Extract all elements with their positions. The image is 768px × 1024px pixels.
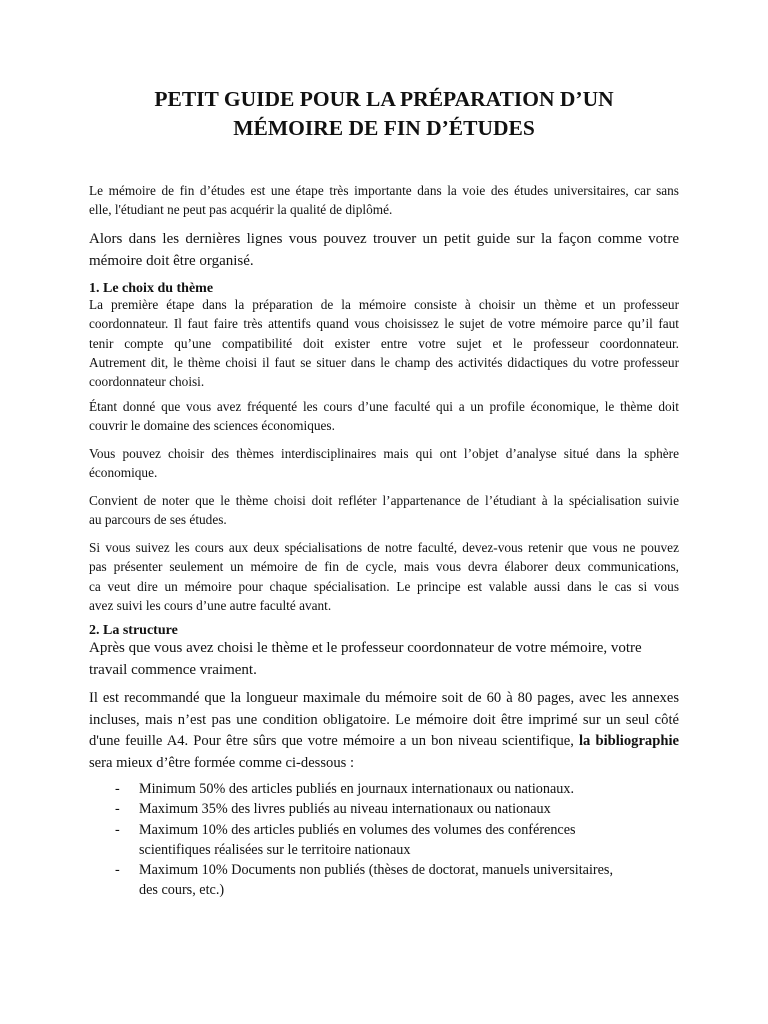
- paragraph-line: [89, 731, 679, 753]
- list-item: [115, 820, 675, 861]
- list-item-text: Maximum 35% des livres publiés au niveau internationaux ou nationaux: [139, 801, 551, 818]
- list-item-text: Maximum 10% Documents non publiés (thèses de doctorat, manuels universitaires,: [139, 862, 613, 879]
- guide-intro-line: mémoire doit être organisé.: [89, 252, 254, 269]
- list-item: [115, 779, 675, 799]
- paragraph-line: sera mieux d’être formée comme ci-dessous :: [89, 754, 355, 771]
- paragraph-line: incluses, mais n’est pas une condition obligatoire. Le mémoire doit être imprimé sur un seul côté: [89, 711, 679, 728]
- list-item-text: Minimum 50% des articles publiés en journaux internationaux ou nationaux.: [139, 781, 574, 797]
- section-2-heading: 2. La structure: [89, 623, 178, 638]
- section-1-heading: 1. Le choix du thème: [89, 281, 214, 296]
- paragraph-line: Autrement dit, le thème choisi il faut se situer dans le champ des activités didactiques du votre professeur: [89, 354, 679, 370]
- list-item: [115, 799, 675, 819]
- paragraph-line: coordonnateur. Il faut faire très attentifs quand vous choisissez le sujet de votre mémoire parce qu’il faut: [89, 316, 679, 332]
- title-line-1: PETIT GUIDE POUR LA PRÉPARATION D’UN: [154, 87, 614, 111]
- list-item-text: Maximum 10% des articles publiés en volumes des volumes des conférences: [139, 821, 576, 838]
- intro-line: Le mémoire de fin d’études est une étape très importante dans la voie des études universitaires, car sans: [89, 183, 679, 198]
- section-1-paragraph: [89, 295, 679, 391]
- paragraph-line: couvrir le domaine des sciences économiques.: [89, 418, 335, 434]
- document-title: [90, 85, 678, 143]
- dash-bullet: -: [115, 862, 120, 879]
- paragraph-line: Étant donné que vous avez fréquenté les cours d’une faculté qui a un profile économique, le thème doit: [89, 399, 679, 414]
- section-1-paragraph: [89, 538, 679, 615]
- paragraph-line: ca veut dire un mémoire pour chaque spécialisation. Le principe est valable aussi dans le cas si vous: [89, 578, 679, 594]
- bibliography-list: [115, 779, 675, 901]
- dash-bullet: -: [115, 801, 120, 818]
- guide-intro-line: Alors dans les dernières lignes vous pouvez trouver un petit guide sur la façon comme votre: [89, 231, 679, 247]
- list-item-text: scientifiques réalisées sur le territoire nationaux: [139, 841, 411, 858]
- paragraph-line: Vous pouvez choisir des thèmes interdisciplinaires mais qui ont l’objet d’analyse situé dans la sphère: [89, 446, 679, 461]
- paragraph-line: Convient de noter que le thème choisi doit refléter l’appartenance de l’étudiant à la spécialisation suivie: [89, 493, 679, 508]
- paragraph-line: Après que vous avez choisi le thème et le professeur coordonnateur de votre mémoire, votre: [89, 640, 642, 656]
- paragraph-line: travail commence vraiment.: [89, 661, 257, 678]
- paragraph-line: pas présenter seulement un mémoire de fin de cycle, mais vous devra élaborer deux communications,: [89, 559, 679, 575]
- bibliography-emphasis: la bibliographie: [579, 733, 679, 749]
- paragraph-text: d'une feuille A4. Pour être sûrs que votre mémoire a un bon niveau scientifique,: [89, 733, 579, 749]
- section-1-paragraph: [89, 444, 679, 483]
- section-1-paragraph: [89, 397, 679, 436]
- section-1-paragraph: [89, 491, 679, 530]
- paragraph-line: Si vous suivez les cours aux deux spécialisations de notre faculté, devez-vous retenir que vous ne pouvez: [89, 540, 679, 555]
- title-line-2: MÉMOIRE DE FIN D’ÉTUDES: [233, 116, 535, 140]
- paragraph-line: au parcours de ses études.: [89, 512, 227, 528]
- paragraph-line: Il est recommandé que la longueur maximale du mémoire soit de 60 à 80 pages, avec les annexes: [89, 690, 679, 706]
- section-2-paragraph: [89, 638, 679, 681]
- dash-bullet: -: [115, 821, 120, 838]
- list-item: [115, 860, 675, 901]
- list-item-text: des cours, etc.): [139, 882, 225, 899]
- paragraph-line: économique.: [89, 465, 158, 481]
- intro-line: elle, l'étudiant ne peut pas acquérir la qualité de diplômé.: [89, 202, 393, 218]
- paragraph-line: avez suivi les cours d’une autre faculté avant.: [89, 597, 332, 613]
- guide-intro-paragraph: [89, 229, 679, 272]
- section-2-paragraph: [89, 688, 679, 774]
- paragraph-line: La première étape dans la préparation de la mémoire consiste à choisir un thème et un professeur: [89, 297, 679, 312]
- paragraph-line: tenir compte qu’une compatibilité doit exister entre votre sujet et le professeur coordonnateur.: [89, 335, 679, 351]
- paragraph-line: coordonnateur choisi.: [89, 374, 205, 390]
- dash-bullet: -: [115, 781, 120, 797]
- intro-paragraph: [89, 181, 679, 220]
